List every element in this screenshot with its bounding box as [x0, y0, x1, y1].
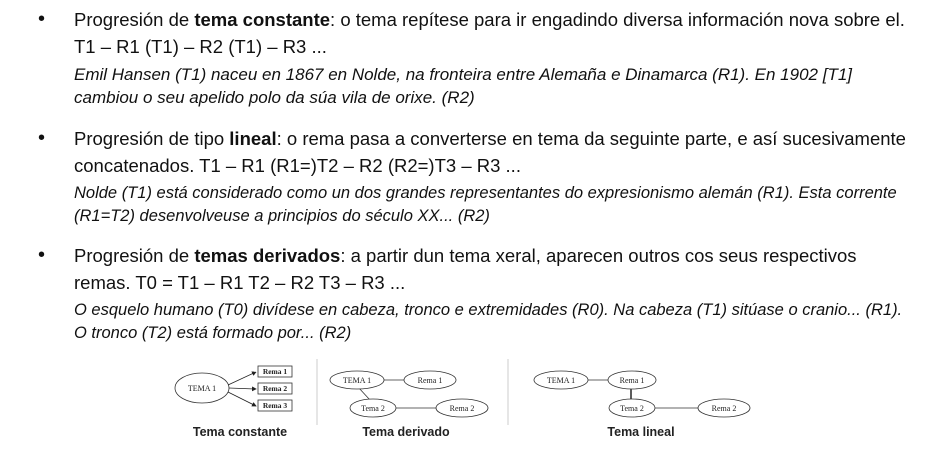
tema1-label: TEMA 1 — [342, 376, 372, 385]
tema1-label: TEMA 1 — [546, 376, 576, 385]
diagram-caption: Tema lineal — [607, 425, 675, 439]
bullet-icon: • — [38, 127, 46, 149]
item-term: tema constante — [194, 9, 331, 30]
rema2-label: Rema 2 — [449, 404, 475, 413]
rema2-label: Rema 2 — [711, 404, 737, 413]
item-lead: Progresión de tema constante: o tema repítese para ir engadindo diversa información nova sobre el. T1 – R1 (T1) – R2 (T1) – R3 ... — [74, 9, 905, 57]
tema2-label: Tema 2 — [361, 404, 385, 413]
item-lead: Progresión de tipo lineal: o rema pasa a converterse en tema da seguinte parte, e así sucesivamente concatenados. T1 – R1 (R1=)T2 – R2 (R2=)T3 – R3 ... — [74, 128, 906, 176]
item-lead: Progresión de temas derivados: a partir dun tema xeral, aparecen outros cos seus respectivos remas. T0 = T1 – R1 T2 – R2 T3 – R3 ... — [74, 245, 857, 293]
arrow-2 — [229, 388, 256, 389]
item-term: temas derivados — [194, 245, 341, 266]
diagram-caption: Tema constante — [192, 425, 288, 439]
rema1-label: Rema 1 — [417, 376, 443, 385]
rema-label-1: Rema 1 — [262, 367, 288, 376]
item-term: lineal — [229, 128, 277, 149]
rema-label-2: Rema 2 — [262, 384, 288, 393]
bullet-icon: • — [38, 244, 46, 266]
tema-label: TEMA 1 — [187, 384, 217, 393]
progression-diagrams — [170, 355, 770, 447]
arrow-1 — [228, 372, 256, 385]
tema2-label: Tema 2 — [620, 404, 644, 413]
item-example: Emil Hansen (T1) naceu en 1867 en Nolde, na fronteira entre Alemaña e Dinamarca (R1). En 1902 [T1] cambiou o seu apelido polo da súa vila de orixe. (R2) — [74, 65, 853, 107]
diagram-tema-derivado — [330, 371, 488, 439]
diagrams-svg — [170, 355, 770, 447]
bullet-icon: • — [38, 8, 46, 30]
rema-label-3: Rema 3 — [262, 401, 288, 410]
item-example: Nolde (T1) está considerado como un dos grandes representantes do expresionismo alemán (R1). Esta corrente (R1=T2) desenvolveuse a principios do século XX... (R2) — [74, 184, 897, 225]
diagram-tema-lineal — [534, 371, 750, 439]
arrow-3 — [228, 392, 256, 406]
item-example: O esquelo humano (T0) divídese en cabeza, tronco e extremidades (R0). Na cabeza (T1) sitúase o cranio... (R1). O tronco (T2) está formado por... (R2) — [74, 301, 903, 342]
rema1-label: Rema 1 — [619, 376, 645, 385]
diagram-tema-constante — [175, 366, 292, 439]
diagram-caption: Tema derivado — [362, 425, 450, 439]
